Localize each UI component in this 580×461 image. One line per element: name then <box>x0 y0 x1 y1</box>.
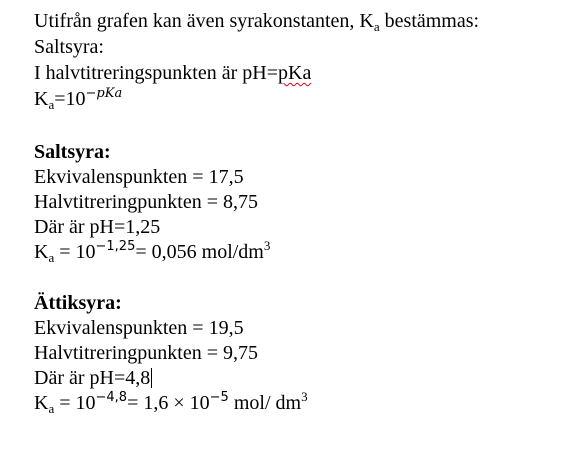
ka-formula-line <box>34 87 122 111</box>
attiksyra-ka-pre: = 10 <box>54 392 96 414</box>
attiksyra-halvtitrering: Halvtitreringpunkten = 9,75 <box>34 342 259 364</box>
attiksyra-ka-exponent: −4,8 <box>95 390 128 405</box>
spellcheck-flagged-word: pKa <box>278 62 312 84</box>
attiksyra-ka-exponent2: −5 <box>209 390 229 405</box>
attiksyra-ka-subscript: a <box>48 401 55 416</box>
attiksyra-unit-exponent: 3 <box>301 389 308 404</box>
attiksyra-ka-mid: = 1,6 × 10 <box>127 392 210 414</box>
text-cursor <box>151 368 152 388</box>
intro-line <box>34 9 479 33</box>
saltsyra-ka-k: K <box>34 241 49 263</box>
saltsyra-ekvivalens: Ekvivalenspunkten = 17,5 <box>34 166 244 188</box>
ka-eq: =10 <box>54 88 86 110</box>
attiksyra-heading: Ättiksyra: <box>34 292 122 314</box>
ka-subscript: a <box>48 97 55 112</box>
saltsyra-ka-subscript: a <box>48 250 55 265</box>
saltsyra-label: Saltsyra: <box>34 36 104 58</box>
ka-k: K <box>34 88 49 110</box>
saltsyra-ka-pre: = 10 <box>54 241 96 263</box>
saltsyra-ph: Där är pH=1,25 <box>34 216 161 238</box>
saltsyra-ka-exponent: −1,25 <box>95 239 136 254</box>
attiksyra-ka-line <box>34 391 308 415</box>
intro-text: Utifrån grafen kan även syrakonstanten, K <box>34 10 374 32</box>
saltsyra-ka-post: = 0,056 mol/dm <box>135 241 264 263</box>
attiksyra-ekvivalens: Ekvivalenspunkten = 19,5 <box>34 317 244 339</box>
saltsyra-ka-line <box>34 240 270 264</box>
intro-text-end: bestämmas: <box>379 10 480 32</box>
saltsyra-heading: Saltsyra: <box>34 141 111 163</box>
saltsyra-unit-exponent: 3 <box>263 238 271 253</box>
attiksyra-ph: Där är pH=4,8 <box>34 367 151 389</box>
attiksyra-ka-post: mol/ dm <box>228 392 302 414</box>
attiksyra-ka-k: K <box>34 392 49 414</box>
intro-subscript: a <box>373 19 380 34</box>
halvtitrering-line <box>34 61 311 85</box>
attiksyra-ph-line <box>34 366 152 390</box>
ka-exponent: −pKa <box>85 86 123 101</box>
halvtitrering-text: I halvtitreringspunkten är pH= <box>34 62 278 84</box>
saltsyra-halvtitrering: Halvtitreringpunkten = 8,75 <box>34 191 259 213</box>
